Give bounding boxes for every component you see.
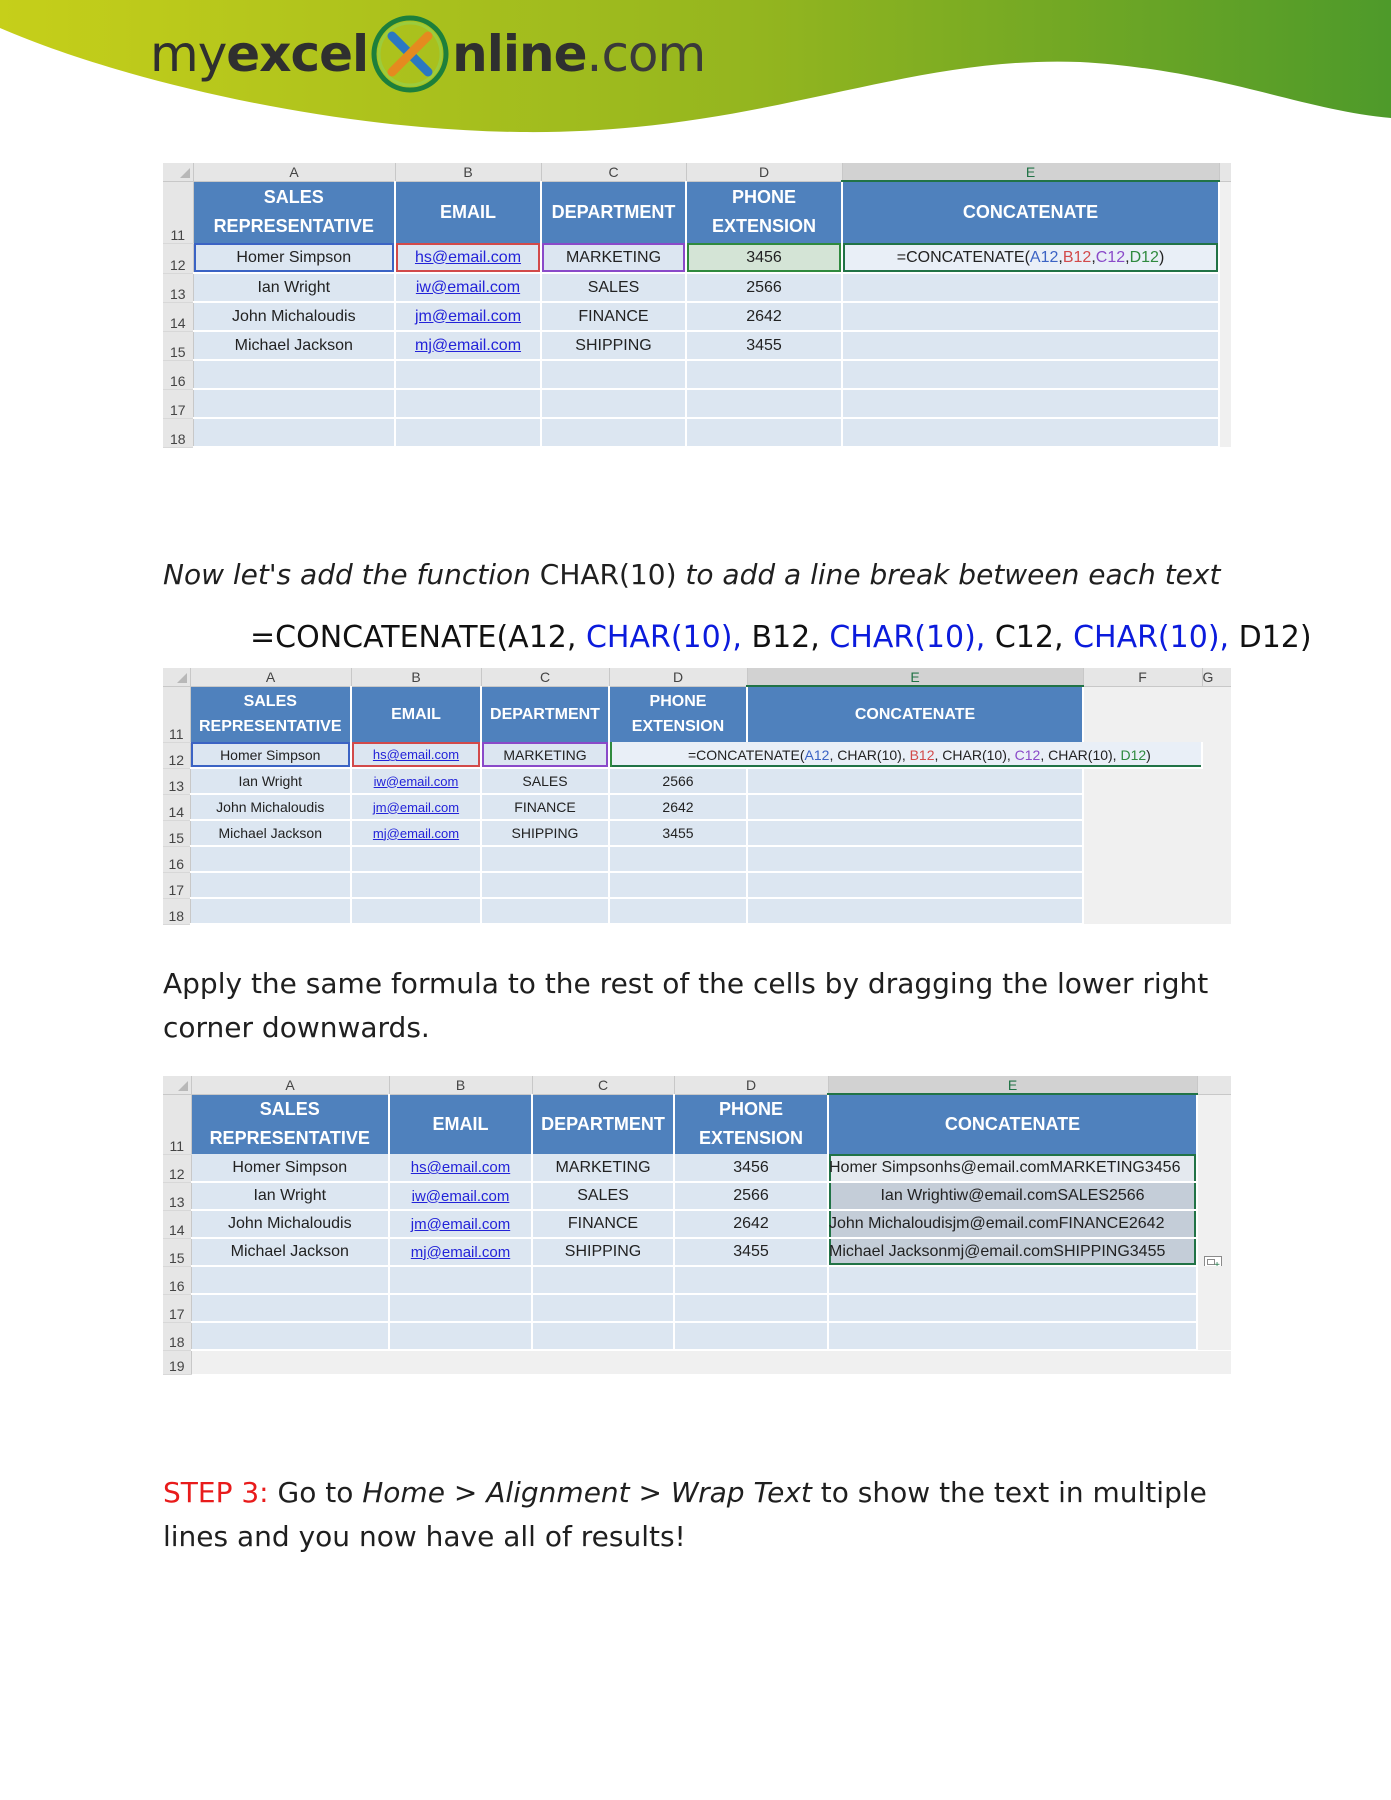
column-header-e[interactable]: E bbox=[842, 163, 1219, 181]
column-header-b[interactable]: B bbox=[395, 163, 541, 181]
empty-cell[interactable] bbox=[1197, 1266, 1231, 1294]
step3-text-part: to show the text in multiple lines and you now have all of results! bbox=[163, 1476, 1207, 1553]
empty-cell[interactable] bbox=[1197, 1294, 1231, 1322]
formula-example-char10: CHAR(10), bbox=[829, 620, 986, 655]
row-header[interactable]: 14 bbox=[163, 794, 190, 820]
cell-email[interactable]: jm@email.com bbox=[389, 1210, 532, 1238]
cell-result[interactable]: Michael Jacksonmj@email.comSHIPPING3455 bbox=[828, 1238, 1197, 1266]
cell-department[interactable]: SHIPPING bbox=[481, 820, 609, 846]
cell-extension[interactable]: 2566 bbox=[674, 1182, 828, 1210]
header-department[interactable]: DEPARTMENT bbox=[541, 181, 686, 243]
empty-cell[interactable] bbox=[1197, 1210, 1231, 1238]
cell-empty[interactable] bbox=[747, 820, 1083, 846]
formula-prefix: =CONCATENATE( bbox=[688, 746, 805, 763]
logo-text-my: my bbox=[150, 25, 227, 83]
column-header-d[interactable]: D bbox=[686, 163, 842, 181]
formula-ref-c: C12 bbox=[1095, 248, 1126, 266]
header-email[interactable]: EMAIL bbox=[395, 181, 541, 243]
formula-sep: , bbox=[1058, 248, 1063, 266]
select-all-corner[interactable] bbox=[163, 163, 193, 181]
column-header-b[interactable]: B bbox=[389, 1076, 532, 1094]
empty-cell[interactable] bbox=[1202, 742, 1231, 768]
cell-empty[interactable] bbox=[193, 418, 395, 447]
formula-ref-b: B12 bbox=[1062, 248, 1092, 266]
cell-empty[interactable] bbox=[686, 418, 842, 447]
autofill-options-icon[interactable] bbox=[1204, 1256, 1222, 1266]
cell-empty[interactable] bbox=[747, 846, 1083, 872]
cell-empty[interactable] bbox=[389, 1294, 532, 1322]
empty-cell[interactable] bbox=[1219, 181, 1231, 243]
cell-empty[interactable] bbox=[532, 1266, 674, 1294]
cell-empty[interactable] bbox=[481, 846, 609, 872]
cell-name[interactable]: Ian Wright bbox=[191, 1182, 389, 1210]
cell-email[interactable]: mj@email.com bbox=[351, 820, 481, 846]
cell-department[interactable]: MARKETING bbox=[532, 1154, 674, 1182]
row-header[interactable]: 18 bbox=[163, 898, 190, 924]
cell-name[interactable]: John Michaloudis bbox=[193, 302, 395, 331]
empty-cell[interactable] bbox=[1197, 1322, 1231, 1350]
column-header-e[interactable]: E bbox=[747, 668, 1083, 686]
row-header[interactable]: 15 bbox=[163, 820, 190, 846]
cell-empty[interactable] bbox=[193, 360, 395, 389]
cell-empty[interactable] bbox=[481, 872, 609, 898]
header-phone-extension[interactable] bbox=[674, 1094, 828, 1154]
empty-cell[interactable] bbox=[1219, 360, 1231, 389]
cell-empty[interactable] bbox=[193, 389, 395, 418]
cell-empty[interactable] bbox=[389, 1322, 532, 1350]
formula-example-part: =CONCATENATE(A12, bbox=[250, 620, 586, 655]
cell-name[interactable]: John Michaloudis bbox=[190, 794, 351, 820]
header-email[interactable]: EMAIL bbox=[389, 1094, 532, 1154]
row-header[interactable]: 11 bbox=[163, 686, 190, 742]
formula-example bbox=[250, 620, 1312, 655]
empty-cell[interactable] bbox=[1197, 1094, 1231, 1154]
cell-empty[interactable] bbox=[389, 1266, 532, 1294]
cell-name[interactable]: John Michaloudis bbox=[191, 1210, 389, 1238]
empty-row[interactable] bbox=[191, 1350, 1231, 1374]
formula-prefix: =CONCATENATE( bbox=[896, 248, 1030, 266]
cell-name[interactable]: Michael Jackson bbox=[191, 1238, 389, 1266]
step3-menu-path: Home > Alignment > Wrap Text bbox=[362, 1476, 812, 1509]
cell-empty[interactable] bbox=[191, 1266, 389, 1294]
cell-department[interactable]: FINANCE bbox=[532, 1210, 674, 1238]
cell-empty[interactable] bbox=[842, 360, 1219, 389]
cell-empty[interactable] bbox=[541, 389, 686, 418]
cell-empty[interactable] bbox=[395, 389, 541, 418]
row-header[interactable]: 16 bbox=[163, 1266, 191, 1294]
cell-extension[interactable]: 3455 bbox=[674, 1238, 828, 1266]
empty-cell[interactable] bbox=[1083, 898, 1202, 924]
cell-department[interactable]: FINANCE bbox=[481, 794, 609, 820]
column-header-a[interactable]: A bbox=[190, 668, 351, 686]
formula-end: ) bbox=[1146, 746, 1151, 763]
cell-empty[interactable] bbox=[395, 360, 541, 389]
empty-cell[interactable] bbox=[1219, 273, 1231, 302]
row-header[interactable]: 13 bbox=[163, 768, 190, 794]
empty-cell[interactable] bbox=[1202, 898, 1231, 924]
logo-text-nline: nline bbox=[452, 25, 587, 83]
formula-ref-d: D12 bbox=[1120, 746, 1147, 763]
formula-example-part: D12) bbox=[1229, 620, 1312, 655]
column-header-b[interactable]: B bbox=[351, 668, 481, 686]
header-phone-line1: PHONE bbox=[731, 187, 796, 208]
empty-cell[interactable] bbox=[1202, 820, 1231, 846]
header-department[interactable]: DEPARTMENT bbox=[532, 1094, 674, 1154]
cell-empty[interactable] bbox=[674, 1322, 828, 1350]
header-sales-rep-line1: SALES bbox=[263, 187, 324, 208]
column-header-f[interactable] bbox=[1197, 1076, 1231, 1094]
cell-empty[interactable] bbox=[842, 331, 1219, 360]
cell-email[interactable]: jm@email.com bbox=[351, 794, 481, 820]
cell-empty[interactable] bbox=[191, 1294, 389, 1322]
cell-extension[interactable]: 2566 bbox=[609, 768, 747, 794]
column-header-a[interactable]: A bbox=[193, 163, 395, 181]
cell-formula[interactable] bbox=[842, 243, 1219, 273]
header-phone-extension[interactable] bbox=[609, 686, 747, 742]
header-phone-line1: PHONE bbox=[718, 1099, 783, 1120]
cell-empty[interactable] bbox=[842, 418, 1219, 447]
autofill-icon-plus: + bbox=[1214, 1260, 1220, 1266]
cell-empty[interactable] bbox=[191, 1322, 389, 1350]
select-all-corner[interactable] bbox=[163, 1076, 191, 1094]
empty-cell[interactable] bbox=[1202, 768, 1231, 794]
empty-cell[interactable] bbox=[1083, 846, 1202, 872]
cell-email[interactable]: iw@email.com bbox=[395, 273, 541, 302]
empty-cell[interactable] bbox=[1202, 872, 1231, 898]
empty-cell[interactable] bbox=[1219, 243, 1231, 273]
row-header[interactable]: 11 bbox=[163, 181, 193, 243]
column-header-c[interactable]: C bbox=[481, 668, 609, 686]
empty-cell[interactable] bbox=[1083, 686, 1202, 742]
cell-result[interactable]: Homer Simpsonhs@email.comMARKETING3456 bbox=[828, 1154, 1197, 1182]
cell-department[interactable]: MARKETING bbox=[541, 243, 686, 273]
header-phone-line2: EXTENSION bbox=[631, 718, 725, 736]
cell-extension[interactable]: 2642 bbox=[686, 302, 842, 331]
row-header[interactable]: 11 bbox=[163, 1094, 191, 1154]
cell-empty[interactable] bbox=[747, 794, 1083, 820]
cell-email[interactable]: hs@email.com bbox=[389, 1154, 532, 1182]
empty-cell[interactable] bbox=[1202, 686, 1231, 742]
cell-extension[interactable]: 3455 bbox=[686, 331, 842, 360]
formula-example-char10: CHAR(10), bbox=[585, 620, 742, 655]
site-logo[interactable] bbox=[150, 14, 705, 94]
cell-empty[interactable] bbox=[842, 389, 1219, 418]
cell-department[interactable]: FINANCE bbox=[541, 302, 686, 331]
row-header[interactable]: 14 bbox=[163, 302, 193, 331]
step3-text-part: Go to bbox=[268, 1476, 363, 1509]
cell-result[interactable]: John Michaloudisjm@email.comFINANCE2642 bbox=[828, 1210, 1197, 1238]
empty-cell[interactable] bbox=[1197, 1154, 1231, 1182]
cell-name[interactable]: Michael Jackson bbox=[190, 820, 351, 846]
instruction-char10-part2: to add a line break between each text bbox=[676, 558, 1221, 591]
logo-x-icon bbox=[370, 14, 450, 94]
empty-cell[interactable] bbox=[1083, 872, 1202, 898]
cell-empty[interactable] bbox=[541, 360, 686, 389]
row-header[interactable]: 18 bbox=[163, 418, 193, 447]
row-header[interactable]: 12 bbox=[163, 243, 193, 273]
empty-cell[interactable] bbox=[1083, 768, 1202, 794]
spreadsheet-1 bbox=[163, 163, 1231, 458]
formula-example-part: B12, bbox=[741, 620, 830, 655]
cell-email[interactable]: jm@email.com bbox=[395, 302, 541, 331]
column-header-d[interactable]: D bbox=[609, 668, 747, 686]
cell-department[interactable]: SALES bbox=[541, 273, 686, 302]
cell-name[interactable]: Homer Simpson bbox=[191, 1154, 389, 1182]
header-sales-rep[interactable] bbox=[190, 686, 351, 742]
cell-empty[interactable] bbox=[674, 1294, 828, 1322]
instruction-char10-function: CHAR(10) bbox=[539, 558, 677, 591]
cell-email[interactable]: mj@email.com bbox=[395, 331, 541, 360]
formula-ref-b: B12 bbox=[909, 746, 935, 763]
column-header-f[interactable] bbox=[1219, 163, 1231, 181]
row-header[interactable]: 13 bbox=[163, 273, 193, 302]
formula-sep: , CHAR(10), bbox=[934, 746, 1015, 763]
cell-empty[interactable] bbox=[609, 846, 747, 872]
cell-empty[interactable] bbox=[674, 1266, 828, 1294]
row-header[interactable]: 15 bbox=[163, 1238, 191, 1266]
cell-empty[interactable] bbox=[747, 898, 1083, 924]
cell-empty[interactable] bbox=[190, 872, 351, 898]
cell-extension[interactable]: 2642 bbox=[674, 1210, 828, 1238]
empty-cell[interactable] bbox=[1197, 1238, 1231, 1266]
header-sales-rep-line2: REPRESENTATIVE bbox=[209, 1128, 370, 1149]
cell-email[interactable]: mj@email.com bbox=[389, 1238, 532, 1266]
cell-empty[interactable] bbox=[351, 872, 481, 898]
header-sales-rep[interactable] bbox=[193, 181, 395, 243]
empty-cell[interactable] bbox=[1202, 794, 1231, 820]
formula-ref-a: A12 bbox=[804, 746, 830, 763]
header-sales-rep-line2: REPRESENTATIVE bbox=[198, 718, 342, 736]
empty-cell[interactable] bbox=[1197, 1182, 1231, 1210]
column-header-f[interactable]: F bbox=[1083, 668, 1202, 686]
cell-empty[interactable] bbox=[190, 846, 351, 872]
formula-sep: , CHAR(10), bbox=[829, 746, 910, 763]
header-phone-line1: PHONE bbox=[649, 693, 707, 711]
row-header[interactable]: 17 bbox=[163, 1294, 191, 1322]
formula-ref-d: D12 bbox=[1129, 248, 1159, 266]
cell-result[interactable]: Ian Wrightiw@email.comSALES2566 bbox=[828, 1182, 1197, 1210]
logo-text-com: .com bbox=[586, 25, 706, 83]
cell-email[interactable]: hs@email.com bbox=[395, 243, 541, 273]
cell-empty[interactable] bbox=[351, 846, 481, 872]
empty-cell[interactable] bbox=[1202, 846, 1231, 872]
empty-cell[interactable] bbox=[1219, 389, 1231, 418]
cell-email[interactable]: iw@email.com bbox=[389, 1182, 532, 1210]
cell-name[interactable]: Michael Jackson bbox=[193, 331, 395, 360]
row-header[interactable]: 17 bbox=[163, 389, 193, 418]
formula-ref-c: C12 bbox=[1014, 746, 1041, 763]
empty-cell[interactable] bbox=[1219, 418, 1231, 447]
header-department[interactable]: DEPARTMENT bbox=[481, 686, 609, 742]
header-phone-line2: EXTENSION bbox=[711, 216, 817, 237]
spreadsheet-2 bbox=[163, 668, 1231, 935]
cell-name[interactable]: Homer Simpson bbox=[193, 243, 395, 273]
header-sales-rep-line2: REPRESENTATIVE bbox=[213, 216, 374, 237]
instruction-drag: Apply the same formula to the rest of the cells by dragging the lower right corner downwards. bbox=[163, 967, 1209, 1044]
column-header-c[interactable]: C bbox=[532, 1076, 674, 1094]
formula-sep: , bbox=[1091, 248, 1096, 266]
column-header-a[interactable]: A bbox=[191, 1076, 389, 1094]
cell-department[interactable]: SHIPPING bbox=[541, 331, 686, 360]
cell-empty[interactable] bbox=[828, 1294, 1197, 1322]
cell-empty[interactable] bbox=[686, 389, 842, 418]
row-header[interactable]: 17 bbox=[163, 872, 190, 898]
empty-cell[interactable] bbox=[1083, 794, 1202, 820]
cell-empty[interactable] bbox=[842, 273, 1219, 302]
header-phone-extension[interactable] bbox=[686, 181, 842, 243]
row-header[interactable]: 12 bbox=[163, 742, 190, 768]
cell-empty[interactable] bbox=[747, 768, 1083, 794]
row-header[interactable]: 14 bbox=[163, 1210, 191, 1238]
row-header[interactable]: 15 bbox=[163, 331, 193, 360]
cell-extension[interactable]: 2642 bbox=[609, 794, 747, 820]
spreadsheet-3 bbox=[163, 1076, 1231, 1376]
header-sales-rep-line1: SALES bbox=[259, 1099, 320, 1120]
header-sales-rep-line1: SALES bbox=[243, 693, 297, 711]
cell-empty[interactable] bbox=[686, 360, 842, 389]
cell-empty[interactable] bbox=[532, 1294, 674, 1322]
row-header[interactable]: 13 bbox=[163, 1182, 191, 1210]
cell-empty[interactable] bbox=[395, 418, 541, 447]
formula-sep: , bbox=[1125, 248, 1130, 266]
cell-empty[interactable] bbox=[481, 898, 609, 924]
cell-empty[interactable] bbox=[609, 872, 747, 898]
empty-cell[interactable] bbox=[1083, 820, 1202, 846]
cell-name[interactable]: Ian Wright bbox=[193, 273, 395, 302]
cell-department[interactable]: MARKETING bbox=[481, 742, 609, 768]
cell-extension[interactable]: 3456 bbox=[686, 243, 842, 273]
empty-cell[interactable] bbox=[1219, 302, 1231, 331]
row-header[interactable]: 16 bbox=[163, 360, 193, 389]
cell-email[interactable]: iw@email.com bbox=[351, 768, 481, 794]
cell-extension[interactable]: 2566 bbox=[686, 273, 842, 302]
instruction-step3 bbox=[163, 1471, 1231, 1559]
row-header[interactable]: 19 bbox=[163, 1350, 191, 1374]
select-all-corner[interactable] bbox=[163, 668, 190, 686]
cell-department[interactable]: SALES bbox=[532, 1182, 674, 1210]
cell-empty[interactable] bbox=[828, 1322, 1197, 1350]
empty-cell[interactable] bbox=[1219, 331, 1231, 360]
cell-empty[interactable] bbox=[609, 898, 747, 924]
column-header-d[interactable]: D bbox=[674, 1076, 828, 1094]
header-concatenate[interactable]: CONCATENATE bbox=[842, 181, 1219, 243]
row-header[interactable]: 18 bbox=[163, 1322, 191, 1350]
cell-extension[interactable]: 3456 bbox=[674, 1154, 828, 1182]
header-concatenate[interactable]: CONCATENATE bbox=[747, 686, 1083, 742]
cell-extension[interactable]: 3455 bbox=[609, 820, 747, 846]
row-header[interactable]: 16 bbox=[163, 846, 190, 872]
cell-empty[interactable] bbox=[541, 418, 686, 447]
cell-empty[interactable] bbox=[842, 302, 1219, 331]
formula-sep: , CHAR(10), bbox=[1040, 746, 1121, 763]
instruction-char10-part1: Now let's add the function bbox=[163, 558, 540, 591]
column-header-c[interactable]: C bbox=[541, 163, 686, 181]
formula-example-part: C12, bbox=[985, 620, 1074, 655]
column-header-e[interactable]: E bbox=[828, 1076, 1197, 1094]
formula-end: ) bbox=[1158, 248, 1165, 266]
header-phone-line2: EXTENSION bbox=[698, 1128, 804, 1149]
column-header-g[interactable]: G bbox=[1202, 668, 1231, 686]
cell-department[interactable]: SHIPPING bbox=[532, 1238, 674, 1266]
row-header[interactable]: 12 bbox=[163, 1154, 191, 1182]
formula-ref-a: A12 bbox=[1029, 248, 1059, 266]
cell-empty[interactable] bbox=[747, 872, 1083, 898]
step-label: STEP 3: bbox=[163, 1476, 269, 1509]
cell-department[interactable]: SALES bbox=[481, 768, 609, 794]
header-email[interactable]: EMAIL bbox=[351, 686, 481, 742]
cell-email[interactable]: hs@email.com bbox=[351, 742, 481, 768]
header-concatenate[interactable]: CONCATENATE bbox=[828, 1094, 1197, 1154]
cell-name[interactable]: Homer Simpson bbox=[190, 742, 351, 768]
header-sales-rep[interactable] bbox=[191, 1094, 389, 1154]
logo-text-excel: excel bbox=[226, 25, 369, 83]
instruction-char10 bbox=[163, 553, 1220, 597]
cell-formula-editing[interactable] bbox=[609, 742, 1202, 768]
cell-empty[interactable] bbox=[532, 1322, 674, 1350]
cell-empty[interactable] bbox=[828, 1266, 1197, 1294]
cell-name[interactable]: Ian Wright bbox=[190, 768, 351, 794]
cell-empty[interactable] bbox=[190, 898, 351, 924]
cell-empty[interactable] bbox=[351, 898, 481, 924]
formula-example-char10: CHAR(10), bbox=[1073, 620, 1230, 655]
